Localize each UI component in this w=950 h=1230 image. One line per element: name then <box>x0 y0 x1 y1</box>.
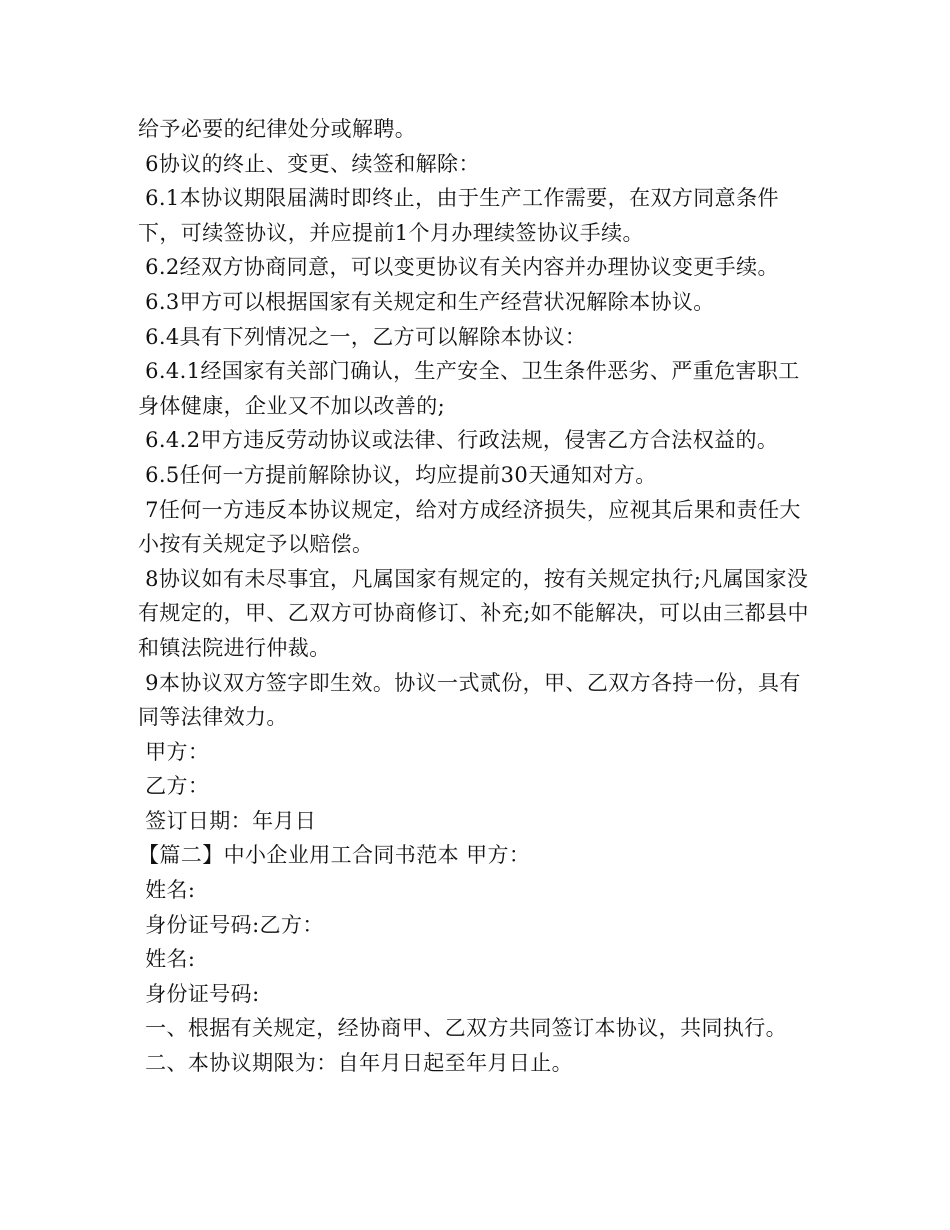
clause-6-4-2: 6.4.2甲方违反劳动协议或法律、行政法规，侵害乙方合法权益的。 <box>138 428 779 453</box>
part-two-heading: 【篇二】中小企业用工合同书范本 甲方： <box>138 843 531 868</box>
party-b-name-line: 姓名: <box>138 947 196 972</box>
party-a-name-line: 姓名: <box>138 878 196 903</box>
paragraph-discipline-end: 给予必要的纪律处分或解聘。 <box>138 117 417 141</box>
party-b-id-line: 身份证号码: <box>138 981 260 1006</box>
clause-6-5: 6.5任何一方提前解除协议，均应提前30天通知对方。 <box>138 462 657 487</box>
clause-9: 9本协议双方签字即生效。协议一式贰份，甲、乙双方各持一份，具有同等法律效力。 <box>138 670 801 730</box>
party-a-id-line: 身份证号码:乙方： <box>138 912 324 937</box>
party-b-signature-line: 乙方： <box>138 774 210 799</box>
clause-7: 7任何一方违反本协议规定，给对方成经济损失，应视其后果和责任大小按有关规定予以赔偿。 <box>138 497 801 557</box>
clause-6-4: 6.4具有下列情况之一，乙方可以解除本协议： <box>138 324 587 349</box>
clause-6-2: 6.2经双方协商同意，可以变更协议有关内容并办理协议变更手续。 <box>138 255 779 280</box>
article-1: 一、根据有关规定，经协商甲、乙双方共同签订本协议，共同执行。 <box>138 1016 788 1041</box>
signing-date-line: 签订日期：年月日 <box>138 808 317 833</box>
party-a-signature-line: 甲方： <box>138 739 210 764</box>
article-2: 二、本协议期限为：自年月日起至年月日止。 <box>138 1051 574 1076</box>
document-body <box>138 112 818 1081</box>
section-6-heading: 6协议的终止、变更、续签和解除： <box>138 151 480 176</box>
clause-6-3: 6.3甲方可以根据国家有关规定和生产经营状况解除本协议。 <box>138 289 715 314</box>
clause-6-1: 6.1本协议期限届满时即终止，由于生产工作需要，在双方同意条件下，可续签协议，并应提前1个月办理续签协议手续。 <box>138 186 779 245</box>
clause-6-4-1: 6.4.1经国家有关部门确认，生产安全、卫生条件恶劣、严重危害职工身体健康，企业又不加以改善的; <box>138 359 800 418</box>
clause-8: 8协议如有未尽事宜，凡属国家有规定的，按有关规定执行;凡属国家没有规定的，甲、乙双方可协商修订、补充;如不能解决，可以由三都县中和镇法院进行仲裁。 <box>138 566 809 660</box>
